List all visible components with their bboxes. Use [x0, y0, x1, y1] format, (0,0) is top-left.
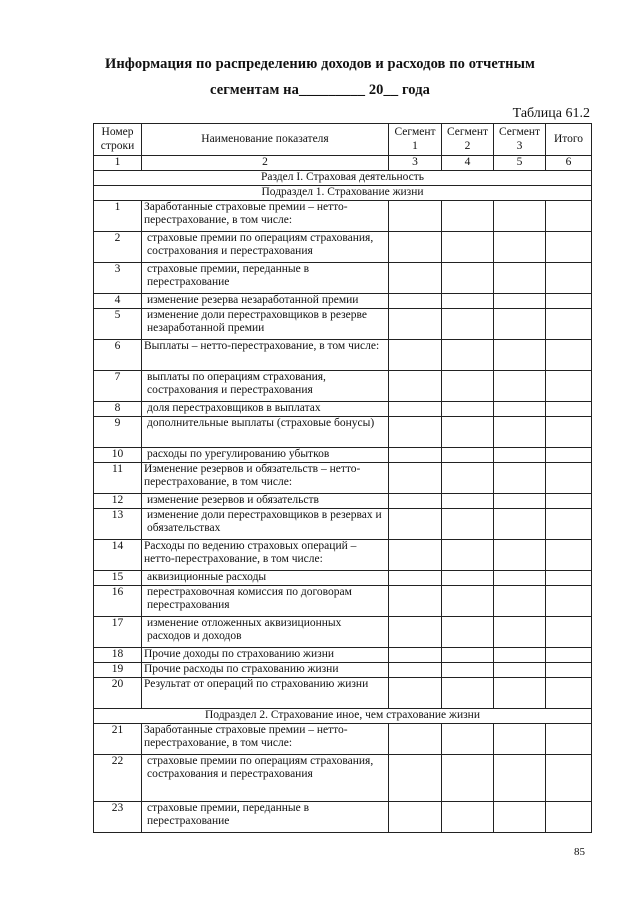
segment-3-cell[interactable]	[494, 463, 546, 494]
row-name: Прочие расходы по страхованию жизни	[142, 663, 389, 678]
segment-1-cell[interactable]	[389, 417, 442, 448]
table-row	[94, 463, 592, 494]
segment-2-cell[interactable]	[442, 463, 494, 494]
row-name: Заработанные страховые премии – нетто-перестрахование, в том числе:	[142, 201, 389, 232]
segment-2-cell[interactable]	[442, 309, 494, 340]
header-name: Наименование показателя	[142, 124, 389, 156]
row-name: изменение резерва незаработанной премии	[142, 294, 389, 309]
segments-table	[93, 123, 592, 833]
total-cell[interactable]	[546, 540, 592, 571]
segment-3-cell[interactable]	[494, 755, 546, 802]
table-row	[94, 663, 592, 678]
table-row	[94, 509, 592, 540]
row-name: Заработанные страховые премии – нетто-перестрахование, в том числе:	[142, 724, 389, 755]
total-cell[interactable]	[546, 294, 592, 309]
row-name: дополнительные выплаты (страховые бонусы)	[142, 417, 389, 448]
total-cell[interactable]	[546, 494, 592, 509]
column-number: 6	[546, 156, 592, 171]
table-row	[94, 678, 592, 709]
segment-1-cell[interactable]	[389, 540, 442, 571]
row-number: 14	[94, 540, 142, 571]
segment-2-cell[interactable]	[442, 402, 494, 417]
column-numbers-row	[94, 156, 592, 171]
segment-2-cell[interactable]	[442, 586, 494, 617]
total-cell[interactable]	[546, 802, 592, 833]
segment-3-cell[interactable]	[494, 294, 546, 309]
segment-2-cell[interactable]	[442, 617, 494, 648]
total-cell[interactable]	[546, 371, 592, 402]
subsection-2-title: Подраздел 2. Страхование иное, чем страхование жизни	[94, 709, 592, 724]
total-cell[interactable]	[546, 509, 592, 540]
column-number: 2	[142, 156, 389, 171]
segment-1-cell[interactable]	[389, 309, 442, 340]
segment-2-cell[interactable]	[442, 571, 494, 586]
segment-2-cell[interactable]	[442, 294, 494, 309]
segment-3-cell[interactable]	[494, 617, 546, 648]
segment-3-cell[interactable]	[494, 448, 546, 463]
segment-1-cell[interactable]	[389, 724, 442, 755]
subsection-row	[94, 186, 592, 201]
segment-2-cell[interactable]	[442, 540, 494, 571]
segment-3-cell[interactable]	[494, 648, 546, 663]
segment-2-cell[interactable]	[442, 802, 494, 833]
segment-1-cell[interactable]	[389, 402, 442, 417]
row-name: доля перестраховщиков в выплатах	[142, 402, 389, 417]
segment-2-cell[interactable]	[442, 663, 494, 678]
segment-3-cell[interactable]	[494, 263, 546, 294]
row-number: 2	[94, 232, 142, 263]
segment-2-cell[interactable]	[442, 340, 494, 371]
row-name: Изменение резервов и обязательств – нетто-перестрахование, в том числе:	[142, 463, 389, 494]
table-caption: Таблица 61.2	[512, 106, 590, 121]
segment-1-cell[interactable]	[389, 648, 442, 663]
segment-1-cell[interactable]	[389, 802, 442, 833]
segment-3-cell[interactable]	[494, 663, 546, 678]
row-number: 15	[94, 571, 142, 586]
segment-3-cell[interactable]	[494, 402, 546, 417]
row-number: 23	[94, 802, 142, 833]
subsection-1-title: Подраздел 1. Страхование жизни	[94, 186, 592, 201]
section-row	[94, 171, 592, 186]
segment-1-cell[interactable]	[389, 201, 442, 232]
segment-1-cell[interactable]	[389, 663, 442, 678]
row-name: изменение доли перестраховщиков в резервах и обязательствах	[142, 509, 389, 540]
row-name: страховые премии по операциям страхования, сострахования и перестрахования	[142, 232, 389, 263]
segment-2-cell[interactable]	[442, 371, 494, 402]
segment-3-cell[interactable]	[494, 540, 546, 571]
row-number: 8	[94, 402, 142, 417]
header-total: Итого	[546, 124, 592, 156]
table-row	[94, 294, 592, 309]
table-row	[94, 724, 592, 755]
title-line-2: сегментам на_________ 20__ года	[209, 82, 430, 98]
total-cell[interactable]	[546, 755, 592, 802]
total-cell[interactable]	[546, 232, 592, 263]
total-cell[interactable]	[546, 648, 592, 663]
table-row	[94, 340, 592, 371]
header-row-no: Номер строки	[94, 124, 142, 156]
total-cell[interactable]	[546, 663, 592, 678]
total-cell[interactable]	[546, 586, 592, 617]
row-name: перестраховочная комиссия по договорам перестрахования	[142, 586, 389, 617]
segment-1-cell[interactable]	[389, 232, 442, 263]
total-cell[interactable]	[546, 724, 592, 755]
table-row	[94, 448, 592, 463]
row-name: Выплаты – нетто-перестрахование, в том числе:	[142, 340, 389, 371]
table-row	[94, 309, 592, 340]
segment-3-cell[interactable]	[494, 309, 546, 340]
table-row	[94, 802, 592, 833]
total-cell[interactable]	[546, 571, 592, 586]
total-cell[interactable]	[546, 309, 592, 340]
segment-1-cell[interactable]	[389, 448, 442, 463]
row-name: изменение отложенных аквизиционных расходов и доходов	[142, 617, 389, 648]
segment-2-cell[interactable]	[442, 201, 494, 232]
segment-1-cell[interactable]	[389, 494, 442, 509]
row-number: 1	[94, 201, 142, 232]
row-number: 4	[94, 294, 142, 309]
segment-1-cell[interactable]	[389, 340, 442, 371]
segment-3-cell[interactable]	[494, 494, 546, 509]
row-name: изменение резервов и обязательств	[142, 494, 389, 509]
row-name: страховые премии, переданные в перестрахование	[142, 802, 389, 833]
total-cell[interactable]	[546, 201, 592, 232]
page-number: 85	[574, 846, 585, 858]
table-row	[94, 648, 592, 663]
row-name: Результат от операций по страхованию жизни	[142, 678, 389, 709]
row-number: 18	[94, 648, 142, 663]
table-row	[94, 586, 592, 617]
total-cell[interactable]	[546, 263, 592, 294]
segment-2-cell[interactable]	[442, 494, 494, 509]
row-number: 9	[94, 417, 142, 448]
row-number: 12	[94, 494, 142, 509]
segment-1-cell[interactable]	[389, 263, 442, 294]
row-number: 19	[94, 663, 142, 678]
segment-1-cell[interactable]	[389, 294, 442, 309]
row-number: 10	[94, 448, 142, 463]
segment-1-cell[interactable]	[389, 509, 442, 540]
title-line-1: Информация по распределению доходов и расходов по отчетным	[104, 56, 536, 72]
segment-2-cell[interactable]	[442, 678, 494, 709]
segment-3-cell[interactable]	[494, 417, 546, 448]
row-number: 6	[94, 340, 142, 371]
header-row	[94, 124, 592, 156]
table-row	[94, 417, 592, 448]
column-number: 1	[94, 156, 142, 171]
column-number: 5	[494, 156, 546, 171]
segment-3-cell[interactable]	[494, 571, 546, 586]
segment-3-cell[interactable]	[494, 232, 546, 263]
segment-2-cell[interactable]	[442, 263, 494, 294]
table-row	[94, 540, 592, 571]
table-row	[94, 617, 592, 648]
table-row	[94, 263, 592, 294]
segment-2-cell[interactable]	[442, 448, 494, 463]
total-cell[interactable]	[546, 402, 592, 417]
row-name: выплаты по операциям страхования, сострахования и перестрахования	[142, 371, 389, 402]
segment-3-cell[interactable]	[494, 586, 546, 617]
segment-1-cell[interactable]	[389, 571, 442, 586]
segment-3-cell[interactable]	[494, 678, 546, 709]
segment-1-cell[interactable]	[389, 678, 442, 709]
subsection-row	[94, 709, 592, 724]
segment-3-cell[interactable]	[494, 340, 546, 371]
segment-3-cell[interactable]	[494, 371, 546, 402]
row-name: Расходы по ведению страховых операций – нетто-перестрахование, в том числе:	[142, 540, 389, 571]
table-row	[94, 201, 592, 232]
segment-2-cell[interactable]	[442, 755, 494, 802]
total-cell[interactable]	[546, 417, 592, 448]
row-name: расходы по урегулированию убытков	[142, 448, 389, 463]
row-number: 22	[94, 755, 142, 802]
header-segment-1: Сегмент 1	[389, 124, 442, 156]
segment-3-cell[interactable]	[494, 802, 546, 833]
row-name: страховые премии по операциям страхования, сострахования и перестрахования	[142, 755, 389, 802]
row-name: страховые премии, переданные в перестрахование	[142, 263, 389, 294]
row-number: 20	[94, 678, 142, 709]
segment-1-cell[interactable]	[389, 755, 442, 802]
segment-1-cell[interactable]	[389, 463, 442, 494]
column-number: 4	[442, 156, 494, 171]
segment-1-cell[interactable]	[389, 586, 442, 617]
segment-2-cell[interactable]	[442, 509, 494, 540]
segment-2-cell[interactable]	[442, 232, 494, 263]
row-number: 5	[94, 309, 142, 340]
section-1-title: Раздел I. Страховая деятельность	[94, 171, 592, 186]
header-segment-3: Сегмент 3	[494, 124, 546, 156]
total-cell[interactable]	[546, 678, 592, 709]
row-name: изменение доли перестраховщиков в резерве незаработанной премии	[142, 309, 389, 340]
row-name: Прочие доходы по страхованию жизни	[142, 648, 389, 663]
header-segment-2: Сегмент 2	[442, 124, 494, 156]
segment-3-cell[interactable]	[494, 724, 546, 755]
segment-2-cell[interactable]	[442, 724, 494, 755]
table-row	[94, 402, 592, 417]
total-cell[interactable]	[546, 340, 592, 371]
segment-2-cell[interactable]	[442, 417, 494, 448]
segment-3-cell[interactable]	[494, 509, 546, 540]
row-number: 7	[94, 371, 142, 402]
total-cell[interactable]	[546, 617, 592, 648]
segment-1-cell[interactable]	[389, 617, 442, 648]
table-row	[94, 755, 592, 802]
segment-1-cell[interactable]	[389, 371, 442, 402]
table-row	[94, 232, 592, 263]
row-number: 3	[94, 263, 142, 294]
table-row	[94, 571, 592, 586]
segment-2-cell[interactable]	[442, 648, 494, 663]
segment-3-cell[interactable]	[494, 201, 546, 232]
row-number: 13	[94, 509, 142, 540]
row-number: 17	[94, 617, 142, 648]
table-row	[94, 371, 592, 402]
row-name: аквизиционные расходы	[142, 571, 389, 586]
row-number: 21	[94, 724, 142, 755]
total-cell[interactable]	[546, 448, 592, 463]
row-number: 11	[94, 463, 142, 494]
column-number: 3	[389, 156, 442, 171]
table-row	[94, 494, 592, 509]
total-cell[interactable]	[546, 463, 592, 494]
row-number: 16	[94, 586, 142, 617]
